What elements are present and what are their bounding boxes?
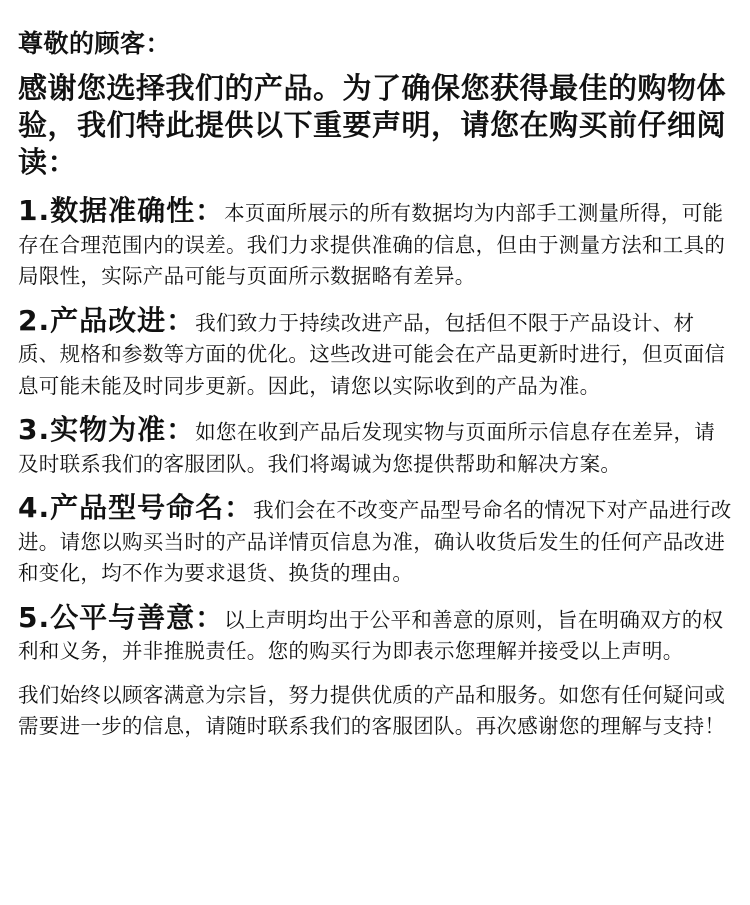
intro-paragraph: 感谢您选择我们的产品。为了确保您获得最佳的购物体验，我们特此提供以下重要声明，请您在购买前仔细阅读： [18, 71, 727, 179]
section-title: 4.产品型号命名： [18, 491, 254, 524]
section-body: 本页面所展示的所有数据均为内部手工测量所得，可能存在合理范围内的误差。我们力求提供准确的信息，但由于测量方法和工具的局限性，实际产品可能与页面所示数据略有差异。 [18, 201, 726, 288]
section-body: 以上声明均出于公平和善意的原则，旨在明确双方的权利和义务，并非推脱责任。您的购买行为即表示您理解并接受以上声明。 [18, 607, 724, 663]
section-title: 1.数据准确性： [18, 194, 225, 227]
section-model-naming [18, 492, 734, 590]
section-body: 我们会在不改变产品型号命名的情况下对产品进行改进。请您以购买当时的产品详情页信息为准，确认收货后发生的任何产品改进和变化，均不作为要求退货、换货的理由。 [18, 498, 732, 585]
closing-paragraph: 我们始终以顾客满意为宗旨，努力提供优质的产品和服务。如您有任何疑问或需要进一步的信息，请随时联系我们的客服团队。再次感谢您的理解与支持！ [18, 682, 726, 738]
section-fairness [18, 602, 734, 668]
greeting-heading: 尊敬的顾客： [18, 29, 172, 58]
section-data-accuracy [18, 195, 734, 293]
section-title: 5.公平与善意： [18, 600, 225, 634]
section-body: 我们致力于持续改进产品，包括但不限于产品设计、材质、规格和参数等方面的优化。这些改进可能会在产品更新时进行，但页面信息可能未能及时同步更新。因此，请您以实际收到的产品为准。 [18, 310, 726, 398]
section-actual-product [18, 414, 734, 480]
section-product-improvement [18, 305, 734, 403]
section-title: 2.产品改进： [18, 303, 196, 337]
section-body: 如您在收到产品后发现实物与页面所示信息存在差异，请及时联系我们的客服团队。我们将竭诚为您提供帮助和解决方案。 [18, 420, 716, 476]
section-title: 3.实物为准： [18, 413, 196, 446]
